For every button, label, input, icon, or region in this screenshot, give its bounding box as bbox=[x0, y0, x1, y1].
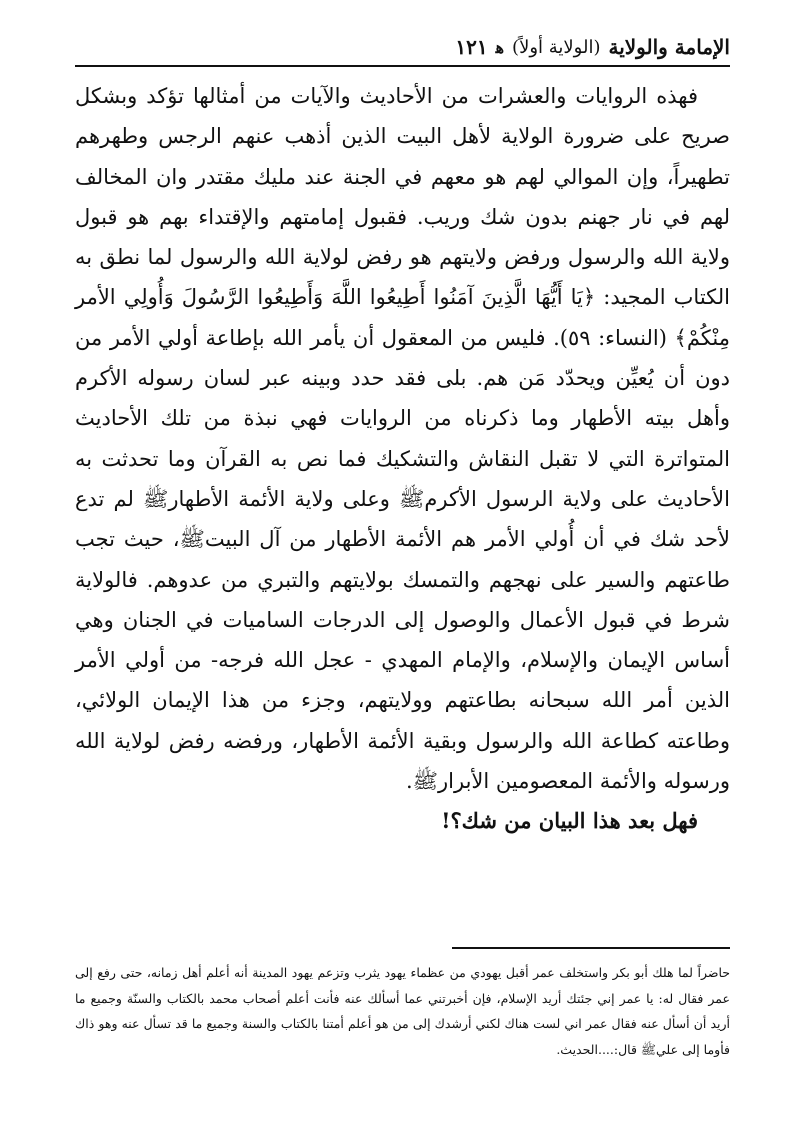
header-subtitle: (الولاية أولاً) bbox=[512, 36, 601, 58]
footnote-text: حاضراً لما هلك أبو بكر واستخلف عمر أقبل يهودي من عظماء يهود يثرب وتزعم يهود المدينة أنه أعلم أهل زمانه، حتى رفع إلى عمر فقال له: يا عمر إني جئتك أريد الإسلام، فإن أخبرتني عما أسألك عنه فأنت أعلم أصحاب محمد بالكتاب والسنّة وجميع ما أريد أن أسأل عنه فقال عمر اني لست هناك لكني أرشدك إلى من هو أعلم أمتنا بالكتاب والسنة وجميع ما قد تسأل عنه وهو ذاك فأوما إلى عليﷺ قال:....الحديث. bbox=[75, 965, 730, 1057]
main-text bbox=[75, 76, 730, 842]
page-number: ١٢١ bbox=[455, 35, 488, 59]
footnote-rule bbox=[452, 947, 730, 949]
closing-question: فهل بعد هذا البيان من شك؟! bbox=[441, 808, 698, 834]
header-title: الإمامة والولاية bbox=[608, 35, 730, 59]
running-header bbox=[75, 30, 730, 64]
header-ornament: ﻫ bbox=[495, 37, 505, 57]
footnote-block bbox=[75, 960, 730, 1062]
paragraph: فهذه الروايات والعشرات من الأحاديث والآيات من أمثالها تؤكد وبشكل صريح على ضرورة الولاية لأهل البيت الذين أذهب عنهم الرجس وطهرهم تطهيراً، وإن الموالي لهم هو معهم في الجنة عند مليك مقتدر وان المخالف لهم في نار جهنم بدون شك وريب. فقبول إمامتهم والإقتداء بهم هو قبول ولاية الله والرسول ورفض ولايتهم هو رفض لولاية الله والرسول لما نطق به الكتاب المجيد: ﴿يَا أَيُّهَا الَّذِينَ آمَنُوا أَطِيعُوا اللَّهَ وَأَطِيعُوا الرَّسُولَ وَأُولِي الأمر مِنْكُمْ﴾ (النساء: ٥٩). فليس من المعقول أن يأمر الله بإطاعة أولي الأمر من دون أن يُعيِّن ويحدّد مَن هم. بلى فقد حدد وبينه عبر لسان رسوله الأكرم وأهل بيته الأطهار وما ذكرناه من الروايات فهي نبذة من تلك الأحاديث المتواترة التي لا تقبل النقاش والتشكيك فما نص به القرآن وما تحدثت به الأحاديث على ولاية الرسول الأكرمﷺ وعلى ولاية الأئمة الأطهارﷺ لم تدع لأحد شك في أن أُولي الأمر هم الأئمة الأطهار من آل البيتﷺ، حيث تجب طاعتهم والسير على نهجهم والتمسك بولايتهم والتبري من عدوهم. فالولاية شرط في قبول الأعمال والوصول إلى الدرجات الساميات في الجنان وهي أساس الإيمان والإسلام، والإمام المهدي - عجل الله فرجه- من أولي الأمر الذين أمر الله سبحانه بطاعتهم وولايتهم، وجزء من هذا الإيمان الولائي، وطاعته كطاعة الله والرسول وبقية الأئمة الأطهار، ورفضه رفض لولاية الله ورسوله والأئمة المعصومين الأبرارﷺ. bbox=[75, 84, 730, 794]
header-rule bbox=[75, 65, 730, 67]
